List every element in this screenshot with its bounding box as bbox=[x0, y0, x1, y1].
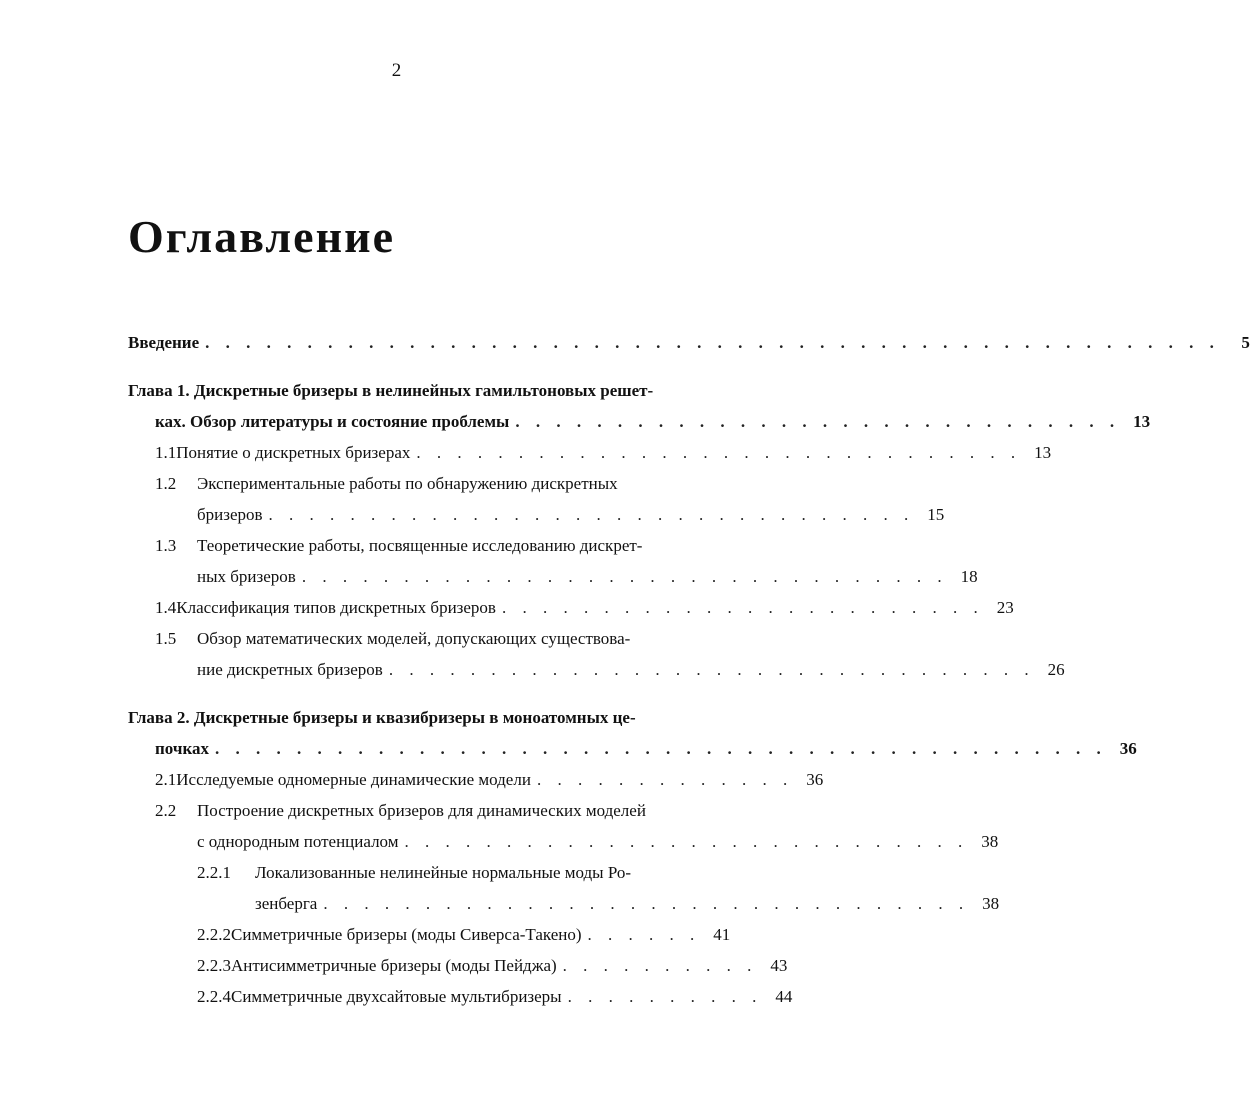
toc-section-2-2-line1[interactable] bbox=[155, 801, 715, 825]
toc-entry-title: Экспериментальные работы по обнаружению дискретных bbox=[197, 474, 618, 493]
page-number: 2 bbox=[391, 60, 402, 81]
toc-section-1-4[interactable] bbox=[155, 598, 1014, 622]
toc-chapter-2-line2[interactable] bbox=[155, 739, 1137, 763]
toc-entry-title: Симметричные бризеры (моды Сиверса-Такено) bbox=[231, 925, 582, 944]
toc-section-2-1[interactable] bbox=[155, 770, 824, 794]
toc-page-number: 36 bbox=[806, 770, 824, 789]
dot-leader: . . . . . . . . . . bbox=[562, 956, 758, 975]
dot-leader: . . . . . . bbox=[587, 925, 701, 944]
toc-page-number: 13 bbox=[1034, 443, 1052, 462]
toc-section-1-3-line1[interactable] bbox=[155, 536, 715, 560]
dot-leader: . . . . . . . . . . . . . . . . . . . . . . . . . . . . bbox=[404, 832, 969, 851]
toc-section-1-5-line2[interactable] bbox=[197, 660, 1065, 684]
toc-entry-title: Исследуемые одномерные динамические модели bbox=[176, 770, 531, 789]
toc-section-number: 2.2 bbox=[155, 801, 177, 820]
dot-leader: . . . . . . . . . . . . . . . . . . . . . . . . bbox=[501, 598, 984, 617]
dot-leader: . . . . . . . . . . . . . . . . . . . . . . . . . . . . . . . . . . . . . . . . . . . . . . . . . . bbox=[205, 333, 1220, 352]
toc-subsection-2-2-4[interactable] bbox=[197, 987, 793, 1011]
toc-page-number: 18 bbox=[960, 567, 978, 586]
toc-entry-title: ние дискретных бризеров bbox=[197, 660, 383, 679]
dot-leader: . . . . . . . . . . . . . . . . . . . . . . . . . . . . . . bbox=[416, 443, 1022, 462]
toc-page-number: 23 bbox=[996, 598, 1014, 617]
toc-section-number: 1.5 bbox=[155, 629, 177, 648]
toc-page-number: 36 bbox=[1119, 739, 1137, 758]
toc-section-1-1[interactable] bbox=[155, 443, 1052, 467]
toc-entry-title: Глава 1. Дискретные бризеры в нелинейных гамильтоновых решет- bbox=[128, 381, 654, 400]
dot-leader: . . . . . . . . . . . . . bbox=[536, 770, 794, 789]
dot-leader: . . . . . . . . . . . . . . . . . . . . . . . . . . . . . . . . . . . . . . . . . . . . bbox=[214, 739, 1107, 758]
toc-entry-title: Классификация типов дискретных бризеров bbox=[176, 598, 496, 617]
toc-entry-title: Обзор математических моделей, допускающих существова- bbox=[197, 629, 631, 648]
toc-section-number: 1.2 bbox=[155, 474, 177, 493]
toc-entry-title: Введение bbox=[128, 333, 200, 352]
toc-entry-title: ных бризеров bbox=[197, 567, 296, 586]
page-title: Оглавление bbox=[128, 211, 396, 262]
toc-section-1-2-line1[interactable] bbox=[155, 474, 715, 498]
toc-section-1-2-line2[interactable] bbox=[197, 505, 945, 529]
toc-page-number: 38 bbox=[982, 894, 1000, 913]
toc-page-number: 41 bbox=[713, 925, 731, 944]
toc-section-number: 1.3 bbox=[155, 536, 177, 555]
toc-page-number: 13 bbox=[1133, 412, 1151, 431]
toc-section-number: 1.1 bbox=[155, 443, 177, 462]
toc-entry-title: бризеров bbox=[197, 505, 263, 524]
toc-subsection-2-2-2[interactable] bbox=[197, 925, 731, 949]
toc-page-number: 15 bbox=[927, 505, 945, 524]
toc-section-number: 2.2.4 bbox=[197, 987, 231, 1006]
toc-entry-intro[interactable] bbox=[128, 333, 1250, 357]
toc-chapter-1-line1[interactable] bbox=[128, 381, 715, 405]
toc-entry-title: Теоретические работы, посвященные исследованию дискрет- bbox=[197, 536, 643, 555]
toc-page-number: 5 bbox=[1241, 333, 1250, 352]
toc-section-number: 2.2.2 bbox=[197, 925, 231, 944]
dot-leader: . . . . . . . . . . . . . . . . . . . . . . . . . . . . . . . . bbox=[388, 660, 1035, 679]
dot-leader: . . . . . . . . . . bbox=[567, 987, 763, 1006]
toc-entry-title: Построение дискретных бризеров для динамических моделей bbox=[197, 801, 646, 820]
dot-leader: . . . . . . . . . . . . . . . . . . . . . . . . . . . . . . bbox=[515, 412, 1121, 431]
toc-section-number: 2.2.3 bbox=[197, 956, 231, 975]
toc-entry-title: зенберга bbox=[255, 894, 318, 913]
toc-page-number: 26 bbox=[1047, 660, 1065, 679]
toc-entry-title: ках. Обзор литературы и состояние проблемы bbox=[155, 412, 510, 431]
toc-section-number: 2.1 bbox=[155, 770, 177, 789]
dot-leader: . . . . . . . . . . . . . . . . . . . . . . . . . . . . . . . . bbox=[323, 894, 970, 913]
toc-subsection-2-2-1-line2[interactable] bbox=[255, 894, 1000, 918]
toc-subsection-2-2-1-line1[interactable] bbox=[197, 863, 715, 887]
toc-section-1-3-line2[interactable] bbox=[197, 567, 978, 591]
toc-entry-title: Антисимметричные бризеры (моды Пейджа) bbox=[231, 956, 557, 975]
toc-entry-title: с однородным потенциалом bbox=[197, 832, 399, 851]
toc-page-number: 43 bbox=[770, 956, 788, 975]
dot-leader: . . . . . . . . . . . . . . . . . . . . . . . . . . . . . . . . bbox=[301, 567, 948, 586]
toc-entry-title: почках bbox=[155, 739, 209, 758]
dot-leader: . . . . . . . . . . . . . . . . . . . . . . . . . . . . . . . . bbox=[268, 505, 915, 524]
toc-chapter-2-line1[interactable] bbox=[128, 708, 715, 732]
toc-subsection-2-2-3[interactable] bbox=[197, 956, 788, 980]
toc-page-number: 38 bbox=[981, 832, 999, 851]
toc-entry-title: Симметричные двухсайтовые мультибризеры bbox=[231, 987, 562, 1006]
toc-page-number: 44 bbox=[775, 987, 793, 1006]
toc-section-1-5-line1[interactable] bbox=[155, 629, 715, 653]
toc-section-2-2-line2[interactable] bbox=[197, 832, 999, 856]
toc-section-number: 1.4 bbox=[155, 598, 177, 617]
toc-section-number: 2.2.1 bbox=[197, 863, 231, 882]
toc-chapter-1-line2[interactable] bbox=[155, 412, 1151, 436]
toc-entry-title: Локализованные нелинейные нормальные моды Ро- bbox=[255, 863, 632, 882]
toc-entry-title: Понятие о дискретных бризерах bbox=[176, 443, 411, 462]
toc-entry-title: Глава 2. Дискретные бризеры и квазибризеры в моноатомных це- bbox=[128, 708, 636, 727]
